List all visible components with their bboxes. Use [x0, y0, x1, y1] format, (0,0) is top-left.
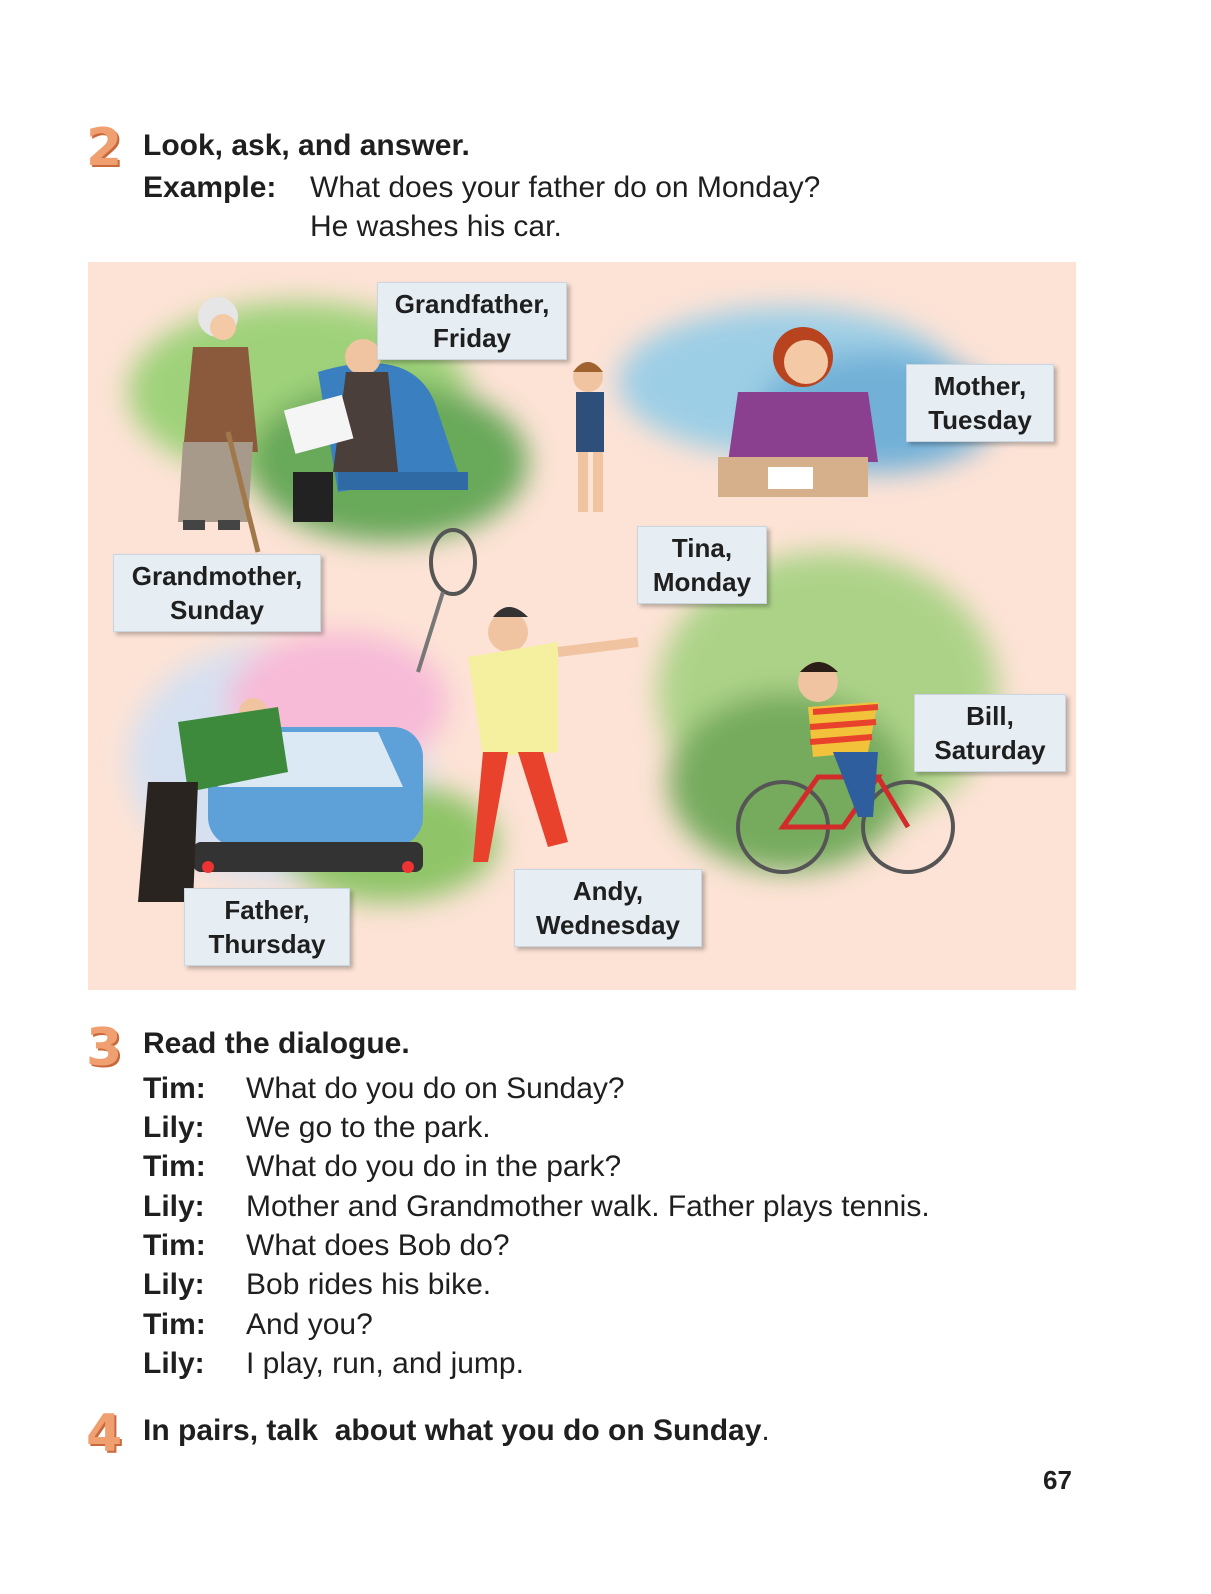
exercise-number-4: 4 — [86, 1404, 123, 1464]
label-bill-saturday: Bill, Saturday — [914, 694, 1066, 772]
dialogue-speaker: Tim: — [143, 1229, 206, 1262]
dialogue-line: What do you do on Sunday? — [246, 1072, 625, 1105]
dialogue-line: I play, run, and jump. — [246, 1347, 524, 1380]
dialogue-line: Bob rides his bike. — [246, 1268, 492, 1301]
dialogue-line: Mother and Grandmother walk. Father plays tennis. — [246, 1190, 930, 1223]
exercise-number-2: 2 — [86, 118, 123, 178]
dialogue-line: What does Bob do? — [246, 1229, 510, 1262]
label-father-thursday: Father, Thursday — [184, 888, 350, 966]
example-label: Example: — [143, 171, 277, 204]
activities-illustration — [88, 262, 1076, 990]
dialogue-speaker: Tim: — [143, 1072, 206, 1105]
exercise-2-title: Look, ask, and answer. — [143, 129, 470, 162]
page-number: 67 — [1043, 1465, 1072, 1495]
tina-figure — [573, 362, 604, 512]
dialogue-line: We go to the park. — [246, 1111, 491, 1144]
example-question: What does your father do on Monday? — [310, 171, 821, 204]
dialogue-speaker: Lily: — [143, 1111, 205, 1144]
dialogue-line: And you? — [246, 1308, 373, 1341]
exercise-number-3: 3 — [86, 1018, 123, 1078]
dialogue-line: What do you do in the park? — [246, 1150, 622, 1183]
dialogue-speaker: Lily: — [143, 1190, 205, 1223]
label-grandmother-sunday: Grandmother, Sunday — [113, 554, 321, 632]
label-tina-monday: Tina, Monday — [637, 526, 767, 604]
label-grandfather-friday: Grandfather, Friday — [377, 282, 567, 360]
father-figure — [138, 698, 423, 902]
exercise-4-title — [143, 1416, 770, 1446]
dialogue-speaker: Lily: — [143, 1347, 205, 1380]
exercise-4-title-period: . — [761, 1414, 770, 1447]
label-andy-wednesday: Andy, Wednesday — [514, 869, 702, 947]
dialogue-speaker: Lily: — [143, 1268, 205, 1301]
exercise-4-title-text: In pairs, talk about what you do on Sunday — [143, 1414, 762, 1447]
dialogue-speaker: Tim: — [143, 1308, 206, 1341]
dialogue-speaker: Tim: — [143, 1150, 206, 1183]
label-mother-tuesday: Mother, Tuesday — [906, 364, 1054, 442]
exercise-3-title: Read the dialogue. — [143, 1027, 410, 1060]
example-answer: He washes his car. — [310, 210, 562, 243]
